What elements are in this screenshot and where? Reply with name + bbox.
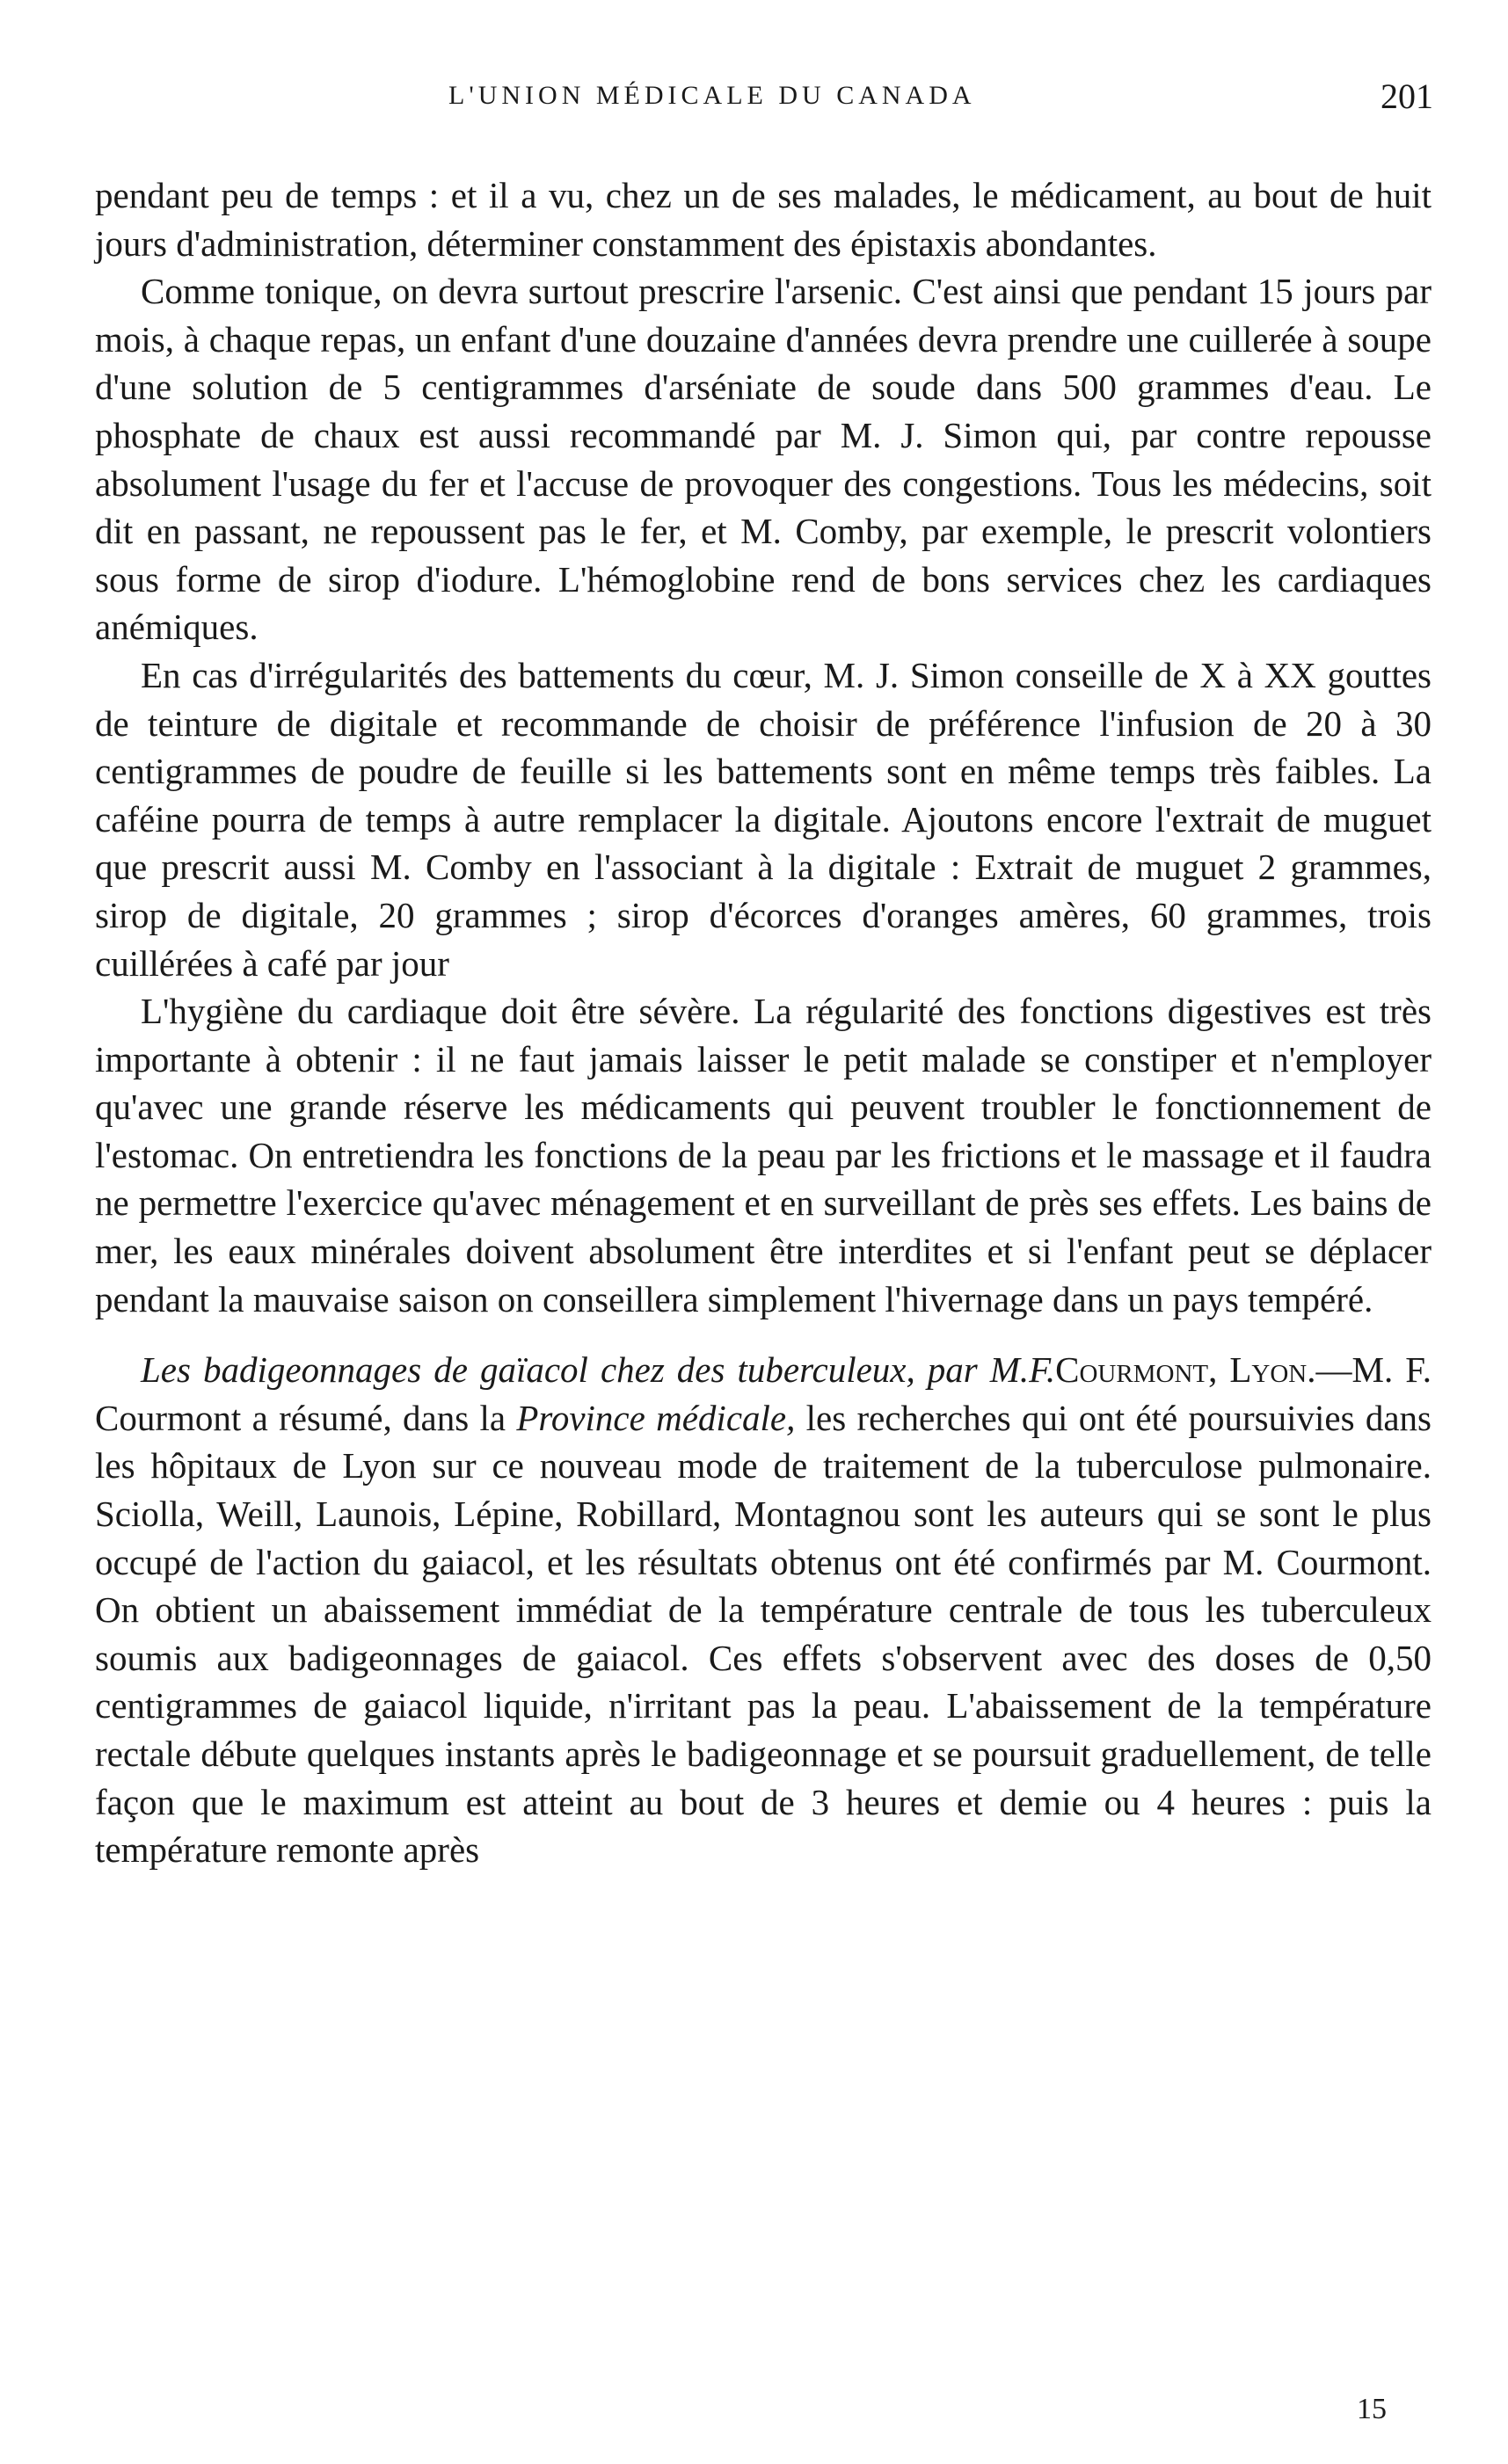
paragraph-continuation: pendant peu de temps : et il a vu, chez un de ses malades, le médicament, au bout de huit jours d'administration, déterminer constamment des épistaxis abondantes. — [95, 175, 1432, 264]
body-text — [95, 171, 1432, 1874]
article-intro: —M. F. Courmont a résumé, dans la — [95, 1349, 1432, 1438]
journal-name: Province médicale, — [516, 1397, 796, 1438]
paragraph-hygiene: L'hygiène du cardiaque doit être sévère. La régularité des fonctions digestives est très importante à obtenir : il ne faut jamais laisser le petit malade se constiper et n'employer qu'avec une grande réserve les médicaments qui peuvent troubler le fonctionnement de l'estomac. On entretiendra les fonctions de la peau par les frictions et le massage et il faudra ne permettre l'exercice qu'avec ménagement et en surveillant de près ses effets. Les bains de mer, les eaux minérales doivent absolument être interdites et si l'enfant peut se déplacer pendant la mauvaise saison on conseillera simplement l'hivernage dans un pays tempéré. — [95, 991, 1432, 1319]
article-paragraph — [95, 1346, 1432, 1874]
running-title: L'UNION MÉDICALE DU CANADA — [448, 81, 976, 110]
running-head — [0, 76, 1508, 134]
signature-mark: 15 — [1357, 2393, 1387, 2425]
article-author-initials: M.F. — [989, 1349, 1056, 1391]
paragraph-tonique: Comme tonique, on devra surtout prescrire l'arsenic. C'est ainsi que pendant 15 jours par mois, à chaque repas, un enfant d'une douzaine d'années devra prendre une cuillerée à soupe d'une solution de 5 centigrammes d'arséniate de soude dans 500 grammes d'eau. Le phosphate de chaux est aussi recommandé par M. J. Simon qui, par contre repousse absolument l'usage du fer et l'accuse de provoquer des congestions. Tous les médecins, soit dit en passant, ne repoussent pas le fer, et M. Comby, par exemple, le prescrit volontiers sous forme de sirop d'iodure. L'hémoglobine rend de bons services chez les cardiaques anémiques. — [95, 271, 1432, 648]
article-title: Les badigeonnages de gaïacol chez des tuberculeux, par — [141, 1349, 978, 1391]
paragraph-digitale: En cas d'irrégularités des battements du cœur, M. J. Simon conseille de X à XX gouttes de teinture de digitale et recommande de choisir de préférence l'infusion de 20 à 30 centigrammes de poudre de feuille si les battements sont en même temps très faibles. La caféine pourra de temps à autre remplacer la digitale. Ajoutons encore l'extrait de muguet que prescrit aussi M. Comby en l'associant à la digitale : Extrait de muguet 2 grammes, sirop de digitale, 20 grammes ; sirop d'écorces d'oranges amères, 60 grammes, trois cuillérées à café par jour — [95, 654, 1432, 984]
page-number: 201 — [1381, 76, 1433, 116]
article-author: Courmont, Lyon. — [1055, 1349, 1316, 1391]
article-body: les recherches qui ont été poursuivies dans les hôpitaux de Lyon sur ce nouveau mode de traitement de la tuberculose pulmonaire. Sciolla, Weill, Launois, Lépine, Robillard, Montagnou sont les auteurs qui se sont le plus occupé de l'action du gaiacol, et les résultats obtenus ont été confirmés par M. Courmont. On obtient un abaissement immédiat de la température centrale de tous les tuberculeux soumis aux badigeonnages de gaiacol. Ces effets s'observent avec des doses de 0,50 centigrammes de gaiacol liquide, n'irritant pas la peau. L'abaissement de la température rectale débute quelques instants après le badigeonnage et se poursuit graduellement, de telle façon que le maximum est atteint au bout de 3 heures et demie ou 4 heures : puis la température remonte après — [95, 1397, 1432, 1871]
